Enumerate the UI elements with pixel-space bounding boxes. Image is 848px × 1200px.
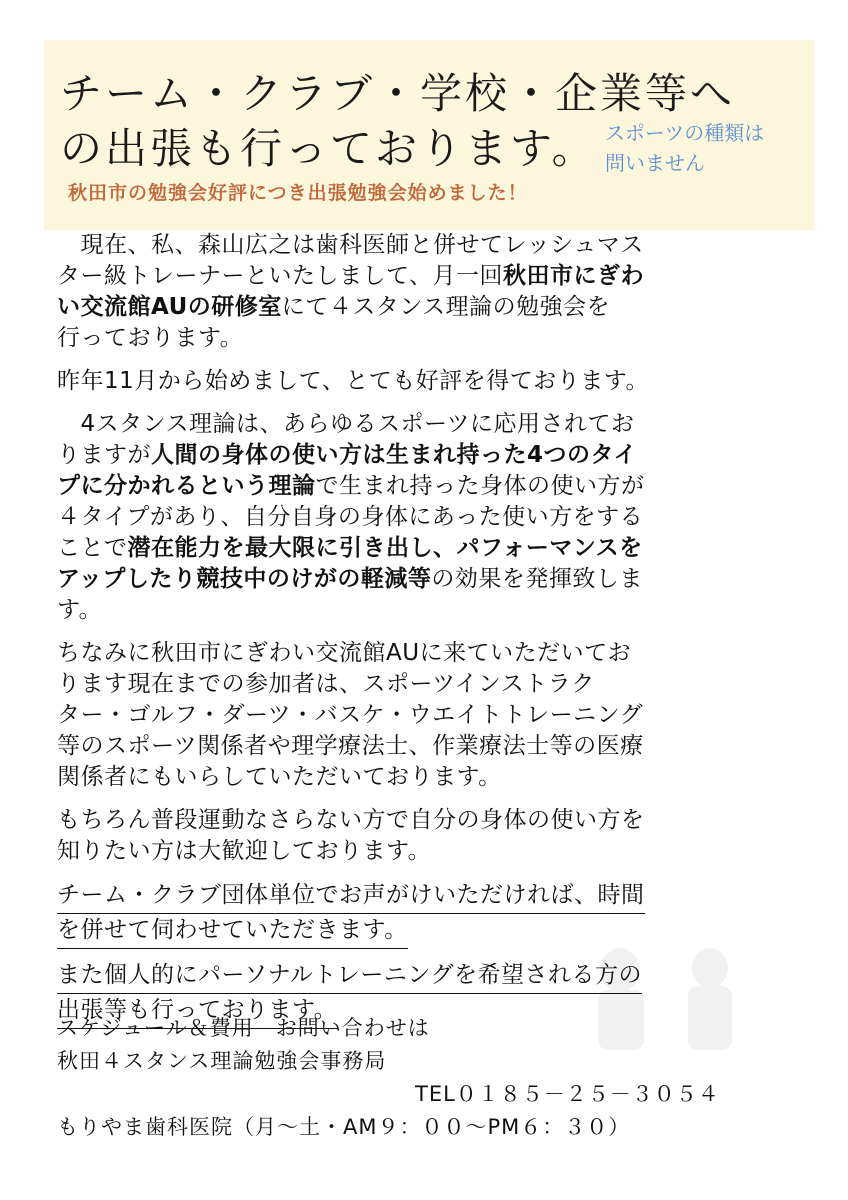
theory-line [57, 502, 809, 533]
contact-line: スケジュール＆費用 お問い合わせは [57, 1016, 430, 1040]
contact-footer [57, 1012, 817, 1144]
theory-bold-text: アップしたり競技中のけがの軽減等 [57, 566, 432, 592]
office-name: 秋田４スタンス理論勉強会事務局 [57, 1049, 387, 1073]
theory-text: ４タイプがあり、自分自身の身体にあった使い方をする [57, 504, 644, 530]
theory-paragraph [57, 409, 809, 626]
team-visit-line: チーム・クラブ団体単位でお声がけいただければ、時間 [57, 879, 645, 914]
theory-line [57, 533, 809, 564]
theory-text: す。 [57, 597, 103, 623]
participants-line: ちなみに秋田市にぎわい交流館AUに来ていただいてお [57, 640, 632, 666]
intro-paragraph [57, 230, 809, 354]
theory-bold-text: 潜在能力を最大限に引き出し、パフォーマンスを [127, 535, 643, 561]
phone-number: TEL０１８５－２５－３０５４ [415, 1082, 720, 1106]
intro-line [57, 323, 809, 354]
clinic-hours: もりやま歯科医院（月～土・AM９：００～PM６：３０） [57, 1115, 631, 1139]
intro-text: 現在、私、森山広之は歯科医師と併せてレッシュマス [57, 232, 644, 258]
intro-bold-text: 秋田市にぎわ [503, 263, 645, 289]
theory-text: ことで [57, 535, 128, 561]
team-visit-line: を併せて伺わせていただきます。 [57, 914, 408, 949]
sports-note-line-1: スポーツの種類は [605, 121, 765, 145]
personal-training-line: 出張等も行っております。 [57, 994, 337, 1029]
participants-paragraph [57, 638, 809, 793]
theory-line [57, 440, 809, 471]
sports-note [605, 118, 764, 178]
headline-line-2: の出張も行っております。 [60, 124, 597, 173]
welcome-paragraph [57, 805, 809, 867]
theory-text: の効果を発揮致しま [431, 566, 643, 592]
theory-line [57, 471, 809, 502]
theory-text: で生まれ持った身体の使い方が [315, 473, 645, 499]
headline-line-1: チーム・クラブ・学校・企業等へ [60, 69, 736, 118]
welcome-line: 知りたい方は大歓迎しております。 [57, 838, 432, 864]
body-text [57, 230, 809, 1039]
theory-line [57, 595, 809, 626]
intro-text: 行っております。 [57, 325, 244, 351]
theory-text: りますが [57, 442, 151, 468]
theory-bold-text: 人間の身体の使い方は生まれ持った4つのタイ [151, 442, 638, 468]
theory-line [57, 564, 809, 595]
sports-note-line-2: 問いません [605, 151, 705, 175]
participants-line: 等のスポーツ関係者や理学療法士、作業療法士等の医療 [57, 733, 644, 759]
intro-line [57, 230, 809, 261]
participants-line: 関係者にもいらしていただいております。 [57, 764, 502, 790]
theory-text: 4スタンス理論は、あらゆるスポーツに応用されてお [57, 411, 635, 437]
theory-bold-text: プに分かれるという理論 [57, 473, 316, 499]
intro-text: ター級トレーナーといたしまして、月一回 [57, 263, 504, 289]
history-paragraph: 昨年11月から始めまして、とても好評を得ております。 [57, 368, 649, 394]
theory-line [57, 409, 809, 440]
personal-training-line: また個人的にパーソナルトレーニングを希望される方の [57, 959, 642, 994]
intro-line [57, 261, 809, 292]
participants-line: ター・ゴルフ・ダーツ・バスケ・ウエイトトレーニング [57, 702, 644, 728]
participants-line: ります現在までの参加者は、スポーツインストラク [57, 671, 595, 697]
welcome-line: もちろん普段運動なさらない方で自分の身体の使い方を [57, 807, 645, 833]
intro-line [57, 292, 809, 323]
intro-bold-text: い交流館AUの研修室 [57, 294, 282, 320]
subheading: 秋田市の勉強会好評につき出張勉強会始めました！ [68, 182, 528, 204]
intro-text: にて４スタンス理論の勉強会を [281, 294, 611, 320]
